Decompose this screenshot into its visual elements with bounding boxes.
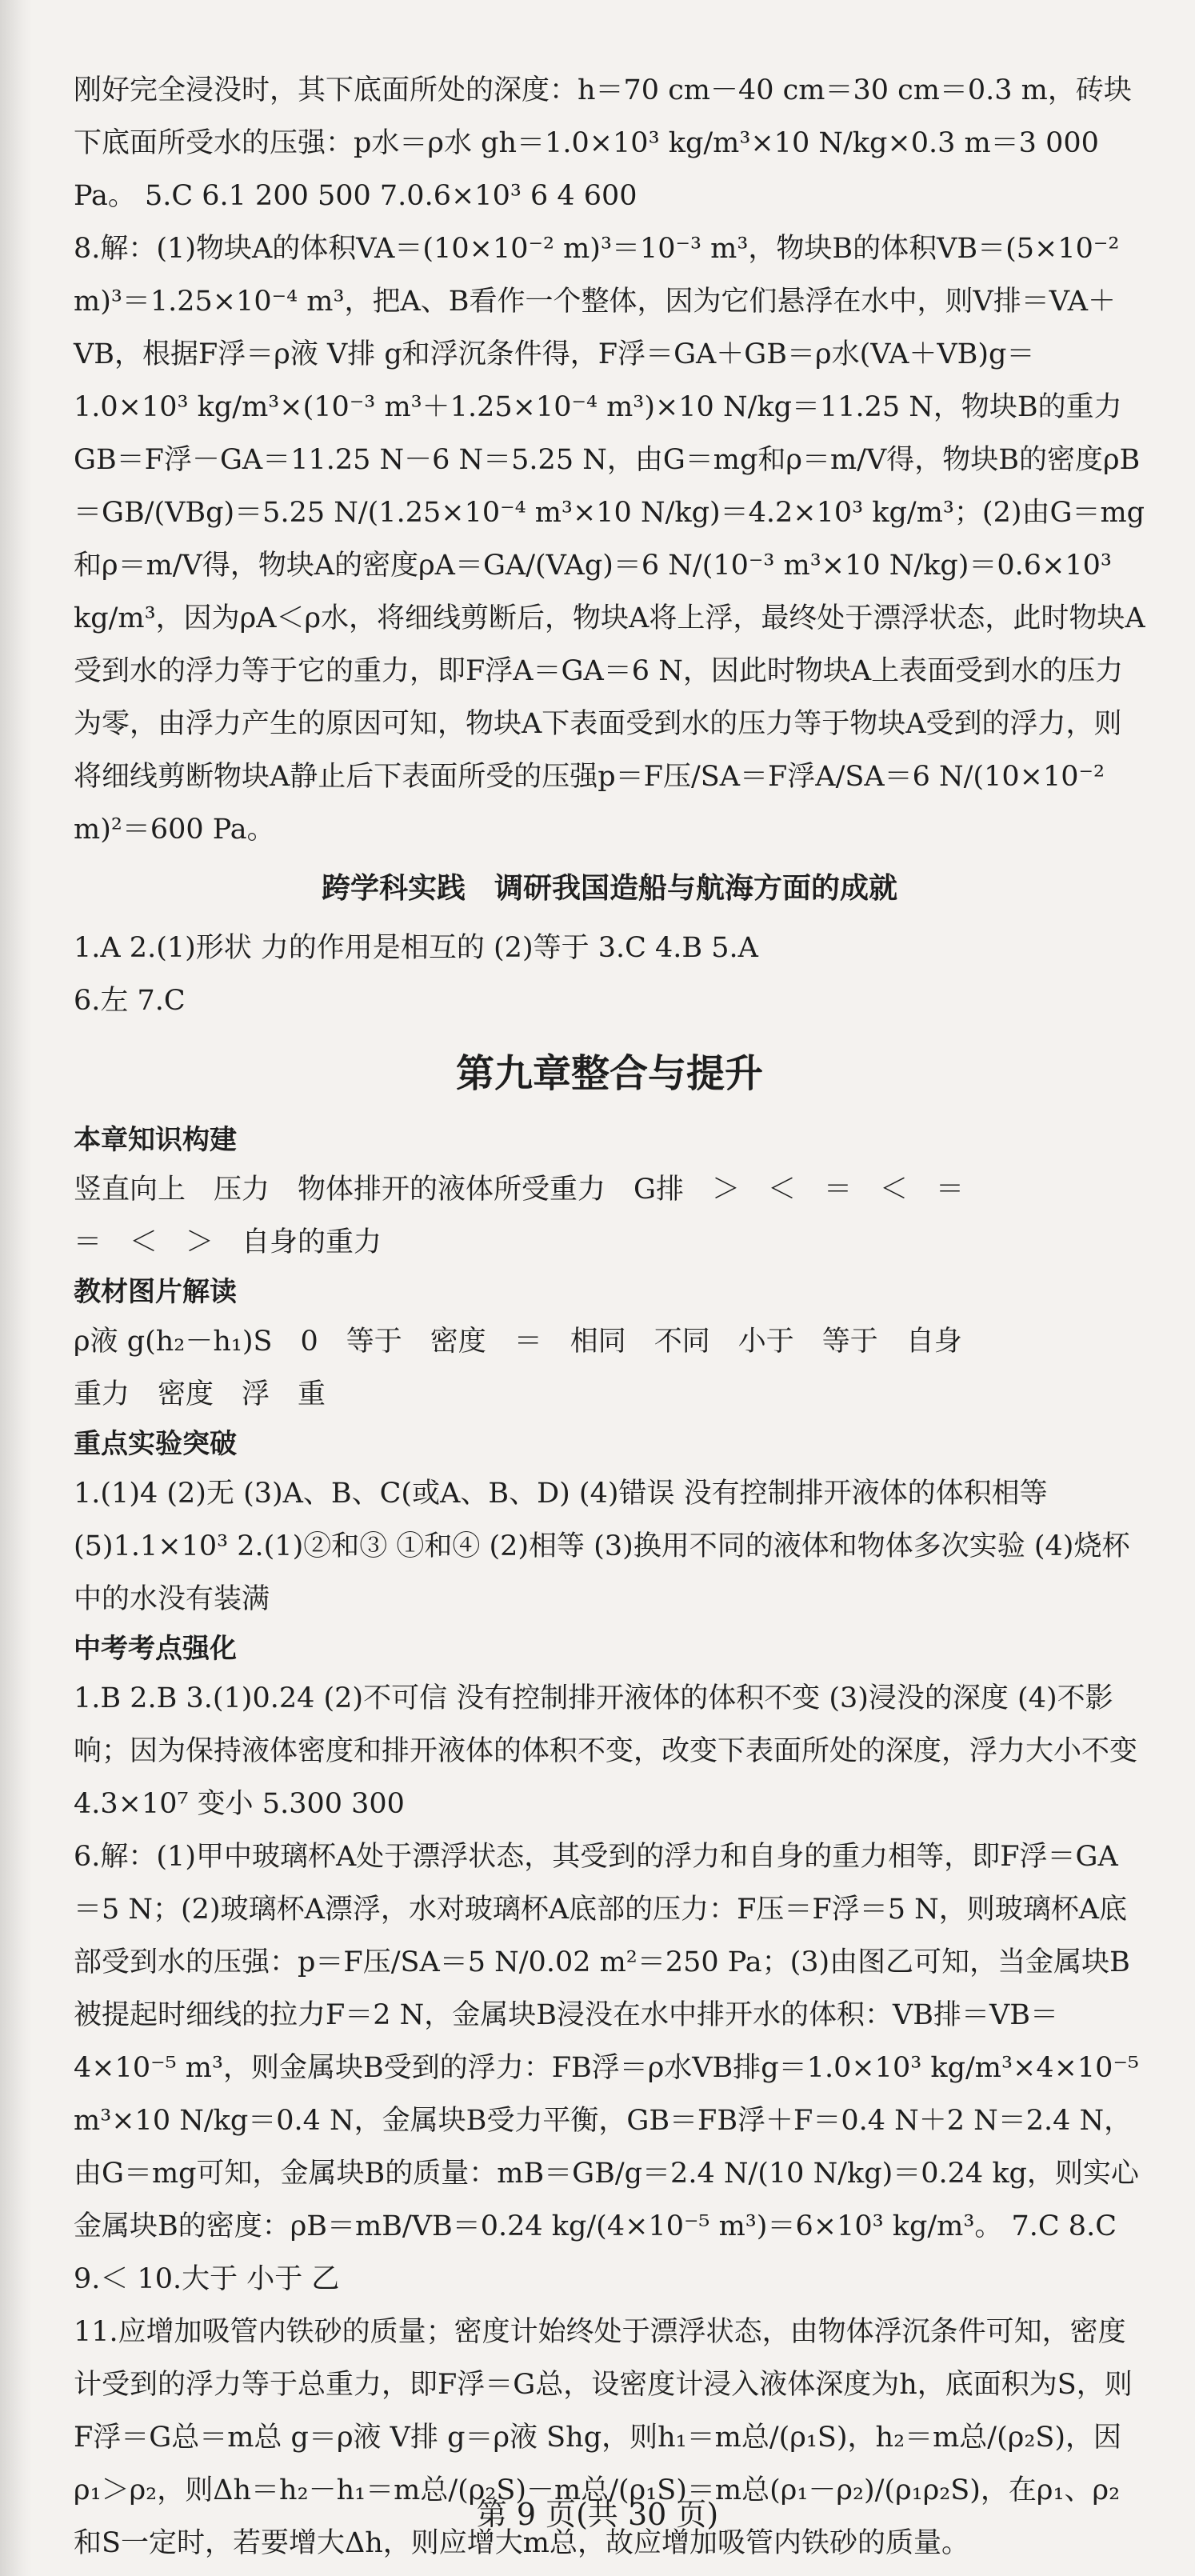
answer-line: 11.应增加吸管内铁砂的质量；密度计始终处于漂浮状态，由物体浮沉条件可知，密度计受到的浮力等于总重力，即F浮＝G总，设密度计浸入液体深度为h，底面积为S，则F浮＝G总＝m总 g＝ρ液 V排 g＝ρ液 Shg，则h₁＝m总/(ρ₁S)，h₂＝m总/(ρ₂S)，因ρ₁＞ρ₂，则Δh＝h₂－h₁＝m总/(ρ₂S)－m总/(ρ₁S)＝m总(ρ₁－ρ₂)/(ρ₁ρ₂S)，在ρ₁、ρ₂和S一定时，若要增大Δh，则应增大m总，故应增加吸管内铁砂的质量。: [74, 2316, 1133, 2559]
answer-paragraph: 8.解：(1)物块A的体积VA＝(10×10⁻² m)³＝10⁻³ m³，物块B的体积VB＝(5×10⁻² m)³＝1.25×10⁻⁴ m³，把A、B看作一个整体，因为它们悬浮在水中，则V排＝VA＋VB，根据F浮＝ρ液 V排 g和浮沉条件得，F浮＝GA＋GB＝ρ水(VA＋VB)g＝1.0×10³ kg/m³×(10⁻³ m³＋1.25×10⁻⁴ m³)×10 N/kg＝11.25 N，物块B的重力GB＝F浮－GA＝11.25 N－6 N＝5.25 N，由G＝mg和ρ＝m/V得，物块B的密度ρB＝GB/(VBg)＝5.25 N/(1.25×10⁻⁴ m³×10 N/kg)＝4.2×10³ kg/m³；(2)由G＝mg和ρ＝m/V得，物块A的密度ρA＝GA/(VAg)＝6 N/(10⁻³ m³×10 N/kg)＝0.6×10³ kg/m³，因为ρA＜ρ水，将细线剪断后，物块A将上浮，最终处于漂浮状态，此时物块A受到水的浮力等于它的重力，即F浮A＝GA＝6 N，因此时物块A上表面受到水的压力为零，由浮力产生的原因可知，物块A下表面受到水的压力等于物块A受到的浮力，则将细线剪断物块A静止后下表面所受的压强p＝F压/SA＝F浮A/SA＝6 N/(10×10⁻² m)²＝600 Pa。: [74, 233, 1145, 846]
subsection-title: 本章知识构建: [74, 1124, 237, 1156]
answer-line: 1.B 2.B 3.(1)0.24 (2)不可信 没有控制排开液体的体积不变 (3)浸没的深度 (4)不影响；因为保持液体密度和排开液体的体积不变，改变下表面所处的深度，浮力大小不变 4.3×10⁷ 变小 5.300 300: [74, 1682, 1138, 1820]
subsection-title: 重点实验突破: [74, 1428, 237, 1460]
page-footer: 第 9 页(共 30 页): [476, 2497, 719, 2532]
answer-line: 竖直向上 压力 物体排开的液体所受重力 G排 ＞ ＜ ＝ ＜ ＝: [74, 1174, 964, 1206]
section-title: 跨学科实践 调研我国造船与航海方面的成就: [321, 872, 897, 905]
answer-paragraph: 刚好完全浸没时，其下底面所处的深度：h＝70 cm－40 cm＝30 cm＝0.3 m，砖块下底面所受水的压强：p水＝ρ水 gh＝1.0×10³ kg/m³×10 N/kg×0.3 m＝3 000 Pa。 5.C 6.1 200 500 7.0.6×10³ 6 4 600: [74, 74, 1132, 212]
subsection-title: 中考考点强化: [74, 1633, 237, 1665]
answer-line: ＝ ＜ ＞ 自身的重力: [74, 1226, 382, 1258]
answer-line: 1.A 2.(1)形状 力的作用是相互的 (2)等于 3.C 4.B 5.A: [74, 932, 758, 964]
answer-line: 6.解：(1)甲中玻璃杯A处于漂浮状态，其受到的浮力和自身的重力相等，即F浮＝GA＝5 N；(2)玻璃杯A漂浮，水对玻璃杯A底部的压力：F压＝F浮＝5 N，则玻璃杯A底部受到水的压强：p＝F压/SA＝5 N/0.02 m²＝250 Pa；(3)由图乙可知，当金属块B被提起时细线的拉力F＝2 N，金属块B浸没在水中排开水的体积：VB排＝VB＝4×10⁻⁵ m³，则金属块B受到的浮力：FB浮＝ρ水VB排g＝1.0×10³ kg/m³×4×10⁻⁵ m³×10 N/kg＝0.4 N，金属块B受力平衡，GB＝FB浮＋F＝0.4 N＋2 N＝2.4 N，由G＝mg可知，金属块B的质量：mB＝GB/g＝2.4 N/(10 N/kg)＝0.24 kg，则实心金属块B的密度：ρB＝mB/VB＝0.24 kg/(4×10⁻⁵ m³)＝6×10³ kg/m³。 7.C 8.C 9.＜ 10.大于 小于 乙: [74, 1841, 1139, 2295]
subsection-title: 教材图片解读: [74, 1276, 237, 1308]
answer-line: 重力 密度 浮 重: [74, 1378, 326, 1410]
answer-line: ρ液 g(h₂－h₁)S 0 等于 密度 ＝ 相同 不同 小于 等于 自身: [74, 1326, 962, 1358]
binding-bleed: [0, 0, 32, 2576]
content: [74, 64, 1145, 2570]
chapter-title: 第九章整合与提升: [455, 1051, 763, 1096]
answer-line: 6.左 7.C: [74, 985, 186, 1017]
answer-line: 1.(1)4 (2)无 (3)A、B、C(或A、B、D) (4)错误 没有控制排开液体的体积相等 (5)1.1×10³ 2.(1)②和③ ①和④ (2)相等 (3)换用不同的液体和物体多次实验 (4)烧杯中的水没有装满: [74, 1478, 1130, 1615]
